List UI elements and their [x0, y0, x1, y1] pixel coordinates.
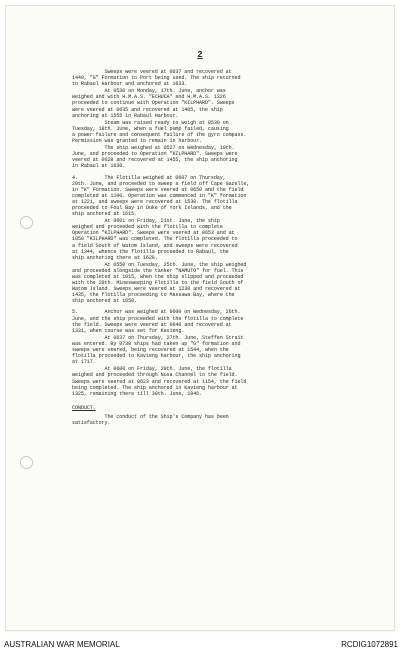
footer-source: AUSTRALIAN WAR MEMORIAL	[4, 639, 120, 649]
paragraph: 4. The Flotilla weighed at 0607 on Thursday, 20th. June, and proceeded to sweep a field off Cape Gazelle, in "K" Formation. Sweeps were veered at 0650 and the field completed at 1100. Operation was commenced in "K" formation at 1221, and sweeps were recovered at 1530. The flotilla proceeded to Foul Bay in Duke of York Islands, and the ship anchored at 1615.	[72, 174, 250, 218]
paragraph: The conduct of the Ship's Company has been satisfactory.	[72, 413, 229, 426]
document-page	[6, 6, 394, 630]
paragraph: At 0550 on Tuesday, 25th. June, the ship weighed and proceeded alongside the tanker "NAMUTO" for fuel. This was completed at 1015, when the ship slipped and proceeded with the 20th. Minesweeping Flotilla to the field South of Watom Island. Sweeps were veered at 1230 and recovered at 1435, the flotilla proceeding to Massawa Bay, where the ship anchored at 1650.	[72, 261, 247, 305]
footer-id: RCDIG1072891	[341, 639, 398, 649]
paragraph: At 0600 on Friday, 28th. June, the flotilla weighed and proceeded through Nusa Channel to the field. Sweeps were veered at 0623 and recovered at 1154, the field being completed. The ship anchored in Kavieng harbour at 1325, remaining there till 30th. June, 1946.	[72, 366, 247, 397]
paragraph: 5. Anchor was weighed at 0600 on Wednesday, 26th. June, and the ship proceeded with the flotilla to complete the field. Sweeps were veered at 0640 and recovered at 1331, when course was set for Kavieng.	[72, 309, 244, 334]
paragraph: At 0601 on Friday, 21st. June, the ship weighed and proceeded with the flotilla to complete Operation "KILPHARD". Sweeps were veered at 0653 and at 1050 "KILPHARD" was completed. The flotilla proceeded to a field South of Watom Island, and sweeps were recovered at 1344, whence the flotilla proceeded to Rabaul, the ship anchoring there at 1628.	[72, 218, 238, 261]
section-heading: CONDUCT.	[72, 404, 96, 411]
paragraph: Steam was raised ready to weigh at 0530 on Tuesday, 18th. June, when a fuel pump failed, causing a power failure and consequent failure of the gyro compass. Permission was granted to remain in harbour.	[72, 119, 247, 145]
footer-bar	[0, 634, 402, 654]
punch-hole	[20, 456, 33, 469]
paragraph: The ship weighed at 0527 on Wednesday, 19th. June, and proceeded to Operation "KILPHARD". Sweeps were veered at 0628 and recovered at 1455, the ship anchoring in Rabaul at 1636.	[72, 145, 238, 170]
typed-text-body	[72, 69, 372, 426]
paragraph: At 0530 on Monday, 17th. June, anchor was weighed and with H.M.A.S. "ECHUCA" and H.M.A.S. 1326 proceeded to continue with Operation "KILPHARD". Sweeps were veered at 0635 and recovered at 1405, the ship anchoring at 1555 in Rabaul Harbour.	[72, 88, 235, 119]
punch-hole	[20, 216, 33, 229]
paragraph: Sweeps were veered at 0637 and recovered at 1440, "G" Formation to Port being used. The ship returned to Rabaul Harbour and anchored at 1633.	[72, 69, 241, 88]
page-number: 2	[197, 50, 203, 60]
paragraph: At 0637 on Thursday, 27th. June, Steffen Strait was entered. By 0730 ships had taken up "G" formation and sweeps were veered, being recovered at 1544, when the flotilla proceeded to Kavieng harbour, the ship anchoring at 1717.	[72, 334, 244, 366]
